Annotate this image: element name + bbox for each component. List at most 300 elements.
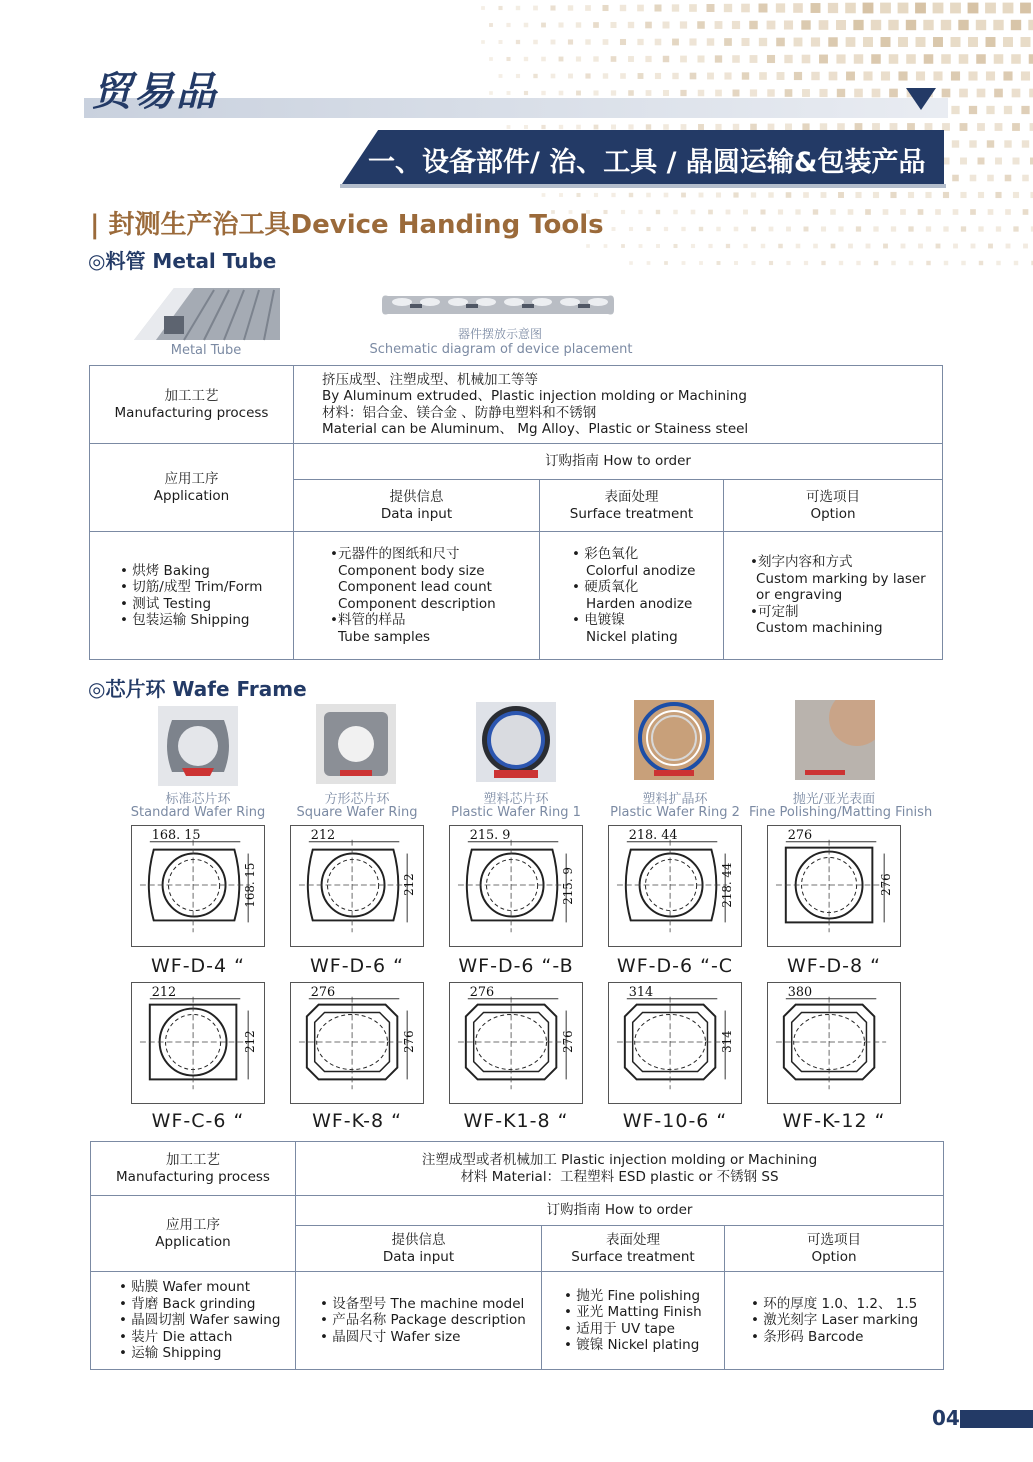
decorative-dot (751, 261, 755, 265)
decorative-dot (646, 227, 650, 231)
decorative-dot (506, 23, 510, 27)
decorative-dot (1003, 3, 1014, 14)
decorative-dot (801, 20, 810, 29)
decorative-dot (1021, 71, 1030, 80)
wafer-frame-spec-table (90, 1141, 944, 1370)
decorative-dot (891, 261, 895, 265)
decorative-dot (533, 6, 538, 11)
decorative-dot (960, 158, 967, 165)
decorative-dot (785, 124, 792, 131)
wafer-frame-drawing (131, 982, 265, 1104)
model-label: WF-K1-8 “ (463, 1110, 569, 1132)
decorative-dot (976, 20, 986, 30)
dimension-side: 215. 9 (561, 867, 576, 905)
surface-item: • 亚光 Matting Finish (564, 1304, 724, 1321)
decorative-dot (507, 91, 511, 95)
surface-item: • 适用于 UV tape (564, 1321, 724, 1338)
decorative-dot (1005, 175, 1012, 182)
decorative-dot (698, 124, 704, 130)
decorative-dot (943, 192, 949, 198)
decorative-dot (699, 227, 703, 231)
schematic-caption-cn: 器件摆放示意图 (457, 327, 542, 341)
decorative-dot (715, 90, 722, 97)
decorative-dot (855, 123, 863, 131)
decorative-dot (883, 244, 888, 249)
decorative-dot (682, 261, 686, 265)
decorative-dot (603, 73, 608, 78)
decorative-dot (1011, 54, 1021, 64)
decorative-dot (551, 40, 556, 45)
schematic-caption-en: Schematic diagram of device placement (369, 342, 633, 357)
data-input-header (294, 480, 540, 532)
decorative-dot (558, 22, 563, 27)
process-line: 材料：铝合金、镁合金 、防静电塑料和不锈钢 (322, 404, 597, 421)
surface-item: • 硬质氧化 (572, 579, 639, 595)
decorative-dot (663, 90, 669, 96)
decorative-dot (716, 227, 720, 231)
decorative-dot (909, 261, 913, 265)
decorative-dot (1004, 140, 1011, 147)
decorative-dot (689, 38, 696, 45)
decorative-dot (524, 57, 528, 61)
model-label: WF-C-6 “ (151, 1110, 245, 1132)
decorative-dot (568, 5, 573, 10)
decorative-dot (629, 261, 633, 265)
decorative-dot (988, 244, 993, 249)
decorative-dot (971, 244, 976, 249)
decorative-dot (680, 90, 686, 96)
decorative-dot (749, 21, 757, 29)
data-input-item: Tube samples (338, 628, 431, 645)
decorative-dot (585, 73, 590, 78)
decorative-dot (499, 40, 503, 44)
decorative-dot (759, 4, 768, 13)
decorative-dot (935, 209, 941, 215)
decorative-dot (925, 192, 931, 198)
decorative-dot (933, 71, 942, 80)
decorative-dot (672, 4, 679, 11)
decorative-dot (489, 57, 493, 61)
decorative-dot (784, 20, 793, 29)
decorative-dot (645, 22, 652, 29)
decorative-dot (977, 89, 986, 98)
decorative-dot (953, 244, 958, 249)
decorative-dot (1011, 20, 1021, 30)
decorative-dot (831, 244, 836, 249)
decorative-dot (976, 54, 986, 64)
decorative-dot (988, 209, 994, 215)
decorative-dot (802, 89, 810, 97)
dimension-top: 212 (151, 984, 177, 1000)
decorative-dot (813, 244, 818, 249)
decorative-dot (732, 55, 740, 63)
ring-caption-cn: 方形芯片环 (324, 792, 390, 807)
decorative-dot (995, 192, 1001, 198)
decorative-dot (830, 209, 836, 215)
decorative-dot (533, 74, 537, 78)
category-title: 贸易品 (92, 69, 218, 115)
process-line: Material can be Aluminum、 Mg Alloy、Plastic or Stainess steel (322, 421, 749, 437)
wafer-frame-subtitle: ◎芯片环 Wafe Frame (88, 677, 307, 701)
decorative-dot (828, 37, 837, 46)
decorative-dot (550, 5, 555, 10)
decorative-dot (786, 227, 791, 232)
wafer-frame-drawing (131, 825, 265, 947)
process-label-cell (91, 1142, 296, 1196)
model-label: WF-D-6 “-C (616, 955, 734, 977)
decorative-dot (612, 227, 616, 231)
decorative-dot (576, 56, 581, 61)
how-to-order-header: 订购指南 How to order (294, 444, 943, 480)
application-label-en: Application (155, 1233, 231, 1250)
dimension-side: 314 (720, 1030, 735, 1053)
decorative-dot (568, 74, 573, 79)
model-label: WF-D-4 “ (150, 955, 246, 977)
decorative-dot (1013, 192, 1019, 198)
decorative-dot (916, 37, 926, 47)
decorative-dot (628, 22, 634, 28)
decorative-dot (941, 54, 951, 64)
device-placement-schematic (380, 292, 616, 318)
decorative-dot (874, 261, 878, 265)
decorative-dot (1022, 140, 1029, 147)
decorative-dot (732, 21, 740, 29)
decorative-dot (743, 210, 748, 215)
data-input-en: Data input (380, 505, 453, 522)
decorative-dot (726, 244, 730, 248)
decorative-dot (777, 72, 785, 80)
decorative-dot (838, 226, 843, 231)
decorative-dot (958, 20, 968, 30)
decorative-dot (890, 192, 896, 198)
decorative-dot (629, 227, 633, 231)
decorative-dot (925, 123, 933, 131)
decorative-dot (769, 227, 774, 232)
decorative-dot (481, 40, 485, 44)
option-cn: 可选项目 (806, 489, 861, 505)
decorative-dot (750, 124, 757, 131)
decorative-dot (804, 227, 809, 232)
decorative-dot (863, 71, 872, 80)
decorative-dot (593, 22, 599, 28)
decorative-dot (898, 37, 908, 47)
surface-en: Surface treatment (569, 505, 694, 522)
ring-caption-cn: 抛光/亚光表面 (792, 792, 876, 807)
decorative-dot (968, 37, 978, 47)
ring-caption-cn: 塑料扩晶环 (642, 792, 708, 807)
application-item: • 包装运输 Shipping (120, 612, 293, 629)
decorative-dot (585, 5, 591, 11)
decorative-dot (602, 5, 608, 11)
option-header (724, 480, 943, 532)
decorative-dot (724, 38, 732, 46)
model-label: WF-K-8 “ (312, 1110, 402, 1132)
decorative-dot (786, 261, 790, 265)
decorative-dot (559, 125, 563, 129)
data-input-en: Data input (382, 1248, 455, 1265)
decorative-dot (768, 192, 773, 197)
data-input-item: •料管的样品 (330, 612, 406, 628)
application-item: • 背磨 Back grinding (119, 1296, 295, 1313)
decorative-dot (750, 55, 758, 63)
decorative-dot (541, 91, 545, 95)
dimension-side: 212 (402, 873, 417, 896)
decorative-dot (802, 55, 811, 64)
decorative-dot (1020, 3, 1031, 14)
decorative-dot (979, 261, 983, 265)
decorative-dot (628, 90, 634, 96)
process-label-cn: 加工工艺 (166, 1152, 220, 1168)
decorative-dot (968, 3, 979, 14)
decorative-dot (811, 37, 820, 46)
decorative-dot (611, 125, 616, 130)
decorative-dot (594, 125, 599, 130)
decorative-dot (664, 193, 669, 198)
surface-list-cell (542, 1272, 725, 1370)
decorative-dot (951, 106, 959, 114)
process-label-cn: 加工工艺 (164, 388, 219, 404)
drawing-svg (132, 826, 264, 946)
decorative-dot (985, 3, 996, 14)
decorative-dot (952, 140, 959, 147)
surface-item: • 彩色氧化 (572, 546, 639, 562)
application-item: • 贴膜 Wafer mount (119, 1279, 295, 1296)
decorative-dot (733, 192, 738, 197)
dimension-side: 276 (402, 1030, 417, 1053)
decorative-dot (969, 106, 977, 114)
dimension-top: 218. 44 (628, 827, 678, 843)
data-input-list-cell (296, 1272, 542, 1370)
decorative-dot (724, 72, 731, 79)
decorative-dot (603, 39, 609, 45)
decorative-dot (672, 73, 678, 79)
decorative-dot (681, 193, 686, 198)
decorative-dot (1012, 89, 1021, 98)
metal-tube-image (134, 282, 280, 342)
decorative-dot (768, 124, 775, 131)
decorative-dot (951, 37, 961, 47)
decorative-dot (907, 123, 915, 131)
process-detail-cell (294, 366, 943, 444)
data-input-item: •元器件的图纸和尺寸 (330, 546, 460, 562)
surface-item: • 抛光 Fine polishing (564, 1288, 724, 1305)
decorative-dot (986, 37, 996, 47)
option-item: • 条形码 Barcode (751, 1329, 943, 1346)
wafer-frame-drawing (767, 825, 901, 947)
decorative-dot (541, 57, 546, 62)
drawing-svg (132, 983, 264, 1103)
decorative-dot (673, 244, 677, 248)
decorative-dot (918, 244, 923, 249)
decorative-dot (821, 226, 826, 231)
decorative-dot (489, 23, 493, 27)
dimension-top: 276 (310, 984, 336, 1000)
decorative-dot (1029, 54, 1033, 64)
decorative-dot (970, 209, 976, 215)
decorative-dot (742, 72, 749, 79)
decorative-dot (524, 91, 528, 95)
model-label: WF-D-6 “ (309, 955, 405, 977)
decorative-dot (498, 6, 502, 10)
model-label: WF-K-12 “ (782, 1110, 886, 1132)
decorative-dot (881, 71, 890, 80)
decorative-dot (944, 261, 948, 265)
decorative-dot (778, 209, 783, 214)
decorative-dot (647, 261, 651, 265)
decorative-dot (761, 244, 765, 248)
decorative-dot (568, 39, 573, 44)
decorative-dot (786, 192, 792, 198)
decorative-dot (785, 89, 793, 97)
option-item: •可定制 (750, 603, 799, 620)
decorative-dot (707, 73, 714, 80)
decorative-dot (1013, 226, 1018, 231)
decorative-dot (978, 158, 985, 165)
drawing-svg (609, 983, 741, 1103)
decorative-dot (707, 4, 715, 12)
decorative-dot (767, 89, 774, 96)
dimension-top: 380 (787, 984, 813, 1000)
decorative-dot (848, 209, 854, 215)
option-cn: 可选项目 (807, 1232, 862, 1248)
decorative-dot (593, 90, 598, 95)
surface-list-cell (540, 532, 724, 660)
triangle-marker-icon (906, 88, 936, 110)
decorative-dot (908, 226, 913, 231)
decorative-dot (628, 56, 634, 62)
model-label: WF-D-8 “ (786, 955, 882, 977)
decorative-dot (926, 226, 931, 231)
decorative-dot (933, 37, 943, 47)
decorative-dot (794, 38, 803, 47)
decorative-dot (680, 56, 687, 63)
decorative-dot (664, 261, 668, 265)
decorative-dot (995, 123, 1003, 131)
decorative-dot (604, 244, 608, 248)
decorative-dot (507, 125, 511, 129)
decorative-dot (715, 124, 721, 130)
decorative-dot (767, 21, 776, 30)
dimension-side: 218. 44 (720, 862, 735, 908)
wafer-frame-drawing (290, 982, 424, 1104)
application-item: • 晶圆切割 Wafer sawing (119, 1312, 295, 1329)
decorative-dot (715, 55, 722, 62)
decorative-dot (541, 23, 546, 28)
decorative-dot (898, 3, 909, 14)
decorative-dot (1003, 71, 1012, 80)
decorative-dot (759, 72, 767, 80)
decorative-dot (811, 3, 821, 13)
process-label-cell (90, 366, 294, 444)
dimension-side: 276 (561, 1030, 576, 1053)
ring-caption-en: Square Wafer Ring (296, 805, 418, 820)
metal-tube-subtitle: ◎料管 Metal Tube (88, 249, 277, 273)
decorative-dot (681, 227, 685, 231)
data-input-item: Component lead count (338, 579, 492, 595)
decorative-dot (900, 209, 906, 215)
decorative-dot (611, 193, 615, 197)
decorative-dot (559, 91, 564, 96)
decorative-dot (960, 192, 966, 198)
decorative-dot (906, 54, 916, 64)
decorative-dot (769, 261, 773, 265)
decorative-dot (987, 175, 994, 182)
data-input-item: Component description (338, 595, 496, 612)
decorative-dot (664, 227, 668, 231)
application-item: • 烘烤 Baking (120, 563, 293, 580)
decorative-dot (715, 21, 723, 29)
decorative-dot (576, 193, 580, 197)
decorative-dot (734, 227, 739, 232)
decorative-dot (516, 6, 520, 10)
decorative-dot (656, 210, 660, 214)
banner-title: 一、设备部件/ 治、工具 / 晶圆运输&包装产品 (368, 147, 926, 178)
decorative-dot (995, 158, 1002, 165)
dimension-top: 314 (628, 984, 654, 1000)
surface-cn: 表面处理 (606, 1232, 660, 1248)
decorative-dot (795, 209, 800, 214)
decorative-dot (1003, 37, 1013, 47)
decorative-dot (969, 140, 976, 147)
decorative-dot (854, 54, 863, 63)
decorative-dot (820, 123, 827, 130)
decorative-dot (673, 210, 678, 215)
decorative-dot (819, 89, 827, 97)
option-en: Option (811, 1248, 857, 1265)
decorative-dot (794, 72, 802, 80)
decorative-dot (524, 125, 528, 129)
decorative-dot (821, 261, 825, 265)
decorative-dot (672, 39, 679, 46)
decorative-dot (638, 73, 644, 79)
wafer-frame-drawing (290, 825, 424, 947)
decorative-dot (942, 89, 951, 98)
ring-caption-cn: 塑料芯片环 (483, 792, 549, 807)
decorative-dot (924, 54, 934, 64)
decorative-dot (689, 4, 697, 12)
decorative-dot (915, 3, 926, 14)
decorative-dot (943, 226, 948, 231)
decorative-dot (819, 55, 828, 64)
decorative-dot (698, 90, 704, 96)
decorative-dot (796, 244, 801, 249)
option-item: Custom marking by laser (756, 570, 926, 587)
decorative-dot (699, 193, 704, 198)
wafer-frame-drawing (608, 982, 742, 1104)
application-list-cell (90, 532, 294, 660)
dimension-top: 215. 9 (469, 827, 511, 843)
decorative-dot (993, 20, 1003, 30)
metal-tube-caption: Metal Tube (170, 343, 242, 358)
decorative-dot (733, 124, 739, 130)
decorative-dot (603, 210, 607, 214)
drawing-svg (450, 983, 582, 1103)
surface-header (540, 480, 724, 532)
decorative-dot (873, 192, 879, 198)
decorative-dot (708, 244, 712, 248)
option-list-cell (724, 532, 943, 660)
application-label-en: Application (153, 487, 230, 504)
wafer-frame-drawing (767, 982, 901, 1104)
decorative-dot (610, 22, 616, 28)
decorative-dot (620, 73, 626, 79)
ring-caption-en: Standard Wafer Ring (130, 805, 266, 820)
decorative-dot (813, 209, 818, 214)
decorative-dot (691, 244, 695, 248)
decorative-dot (1030, 123, 1033, 131)
decorative-dot (855, 192, 861, 198)
decorative-dot (959, 54, 969, 64)
